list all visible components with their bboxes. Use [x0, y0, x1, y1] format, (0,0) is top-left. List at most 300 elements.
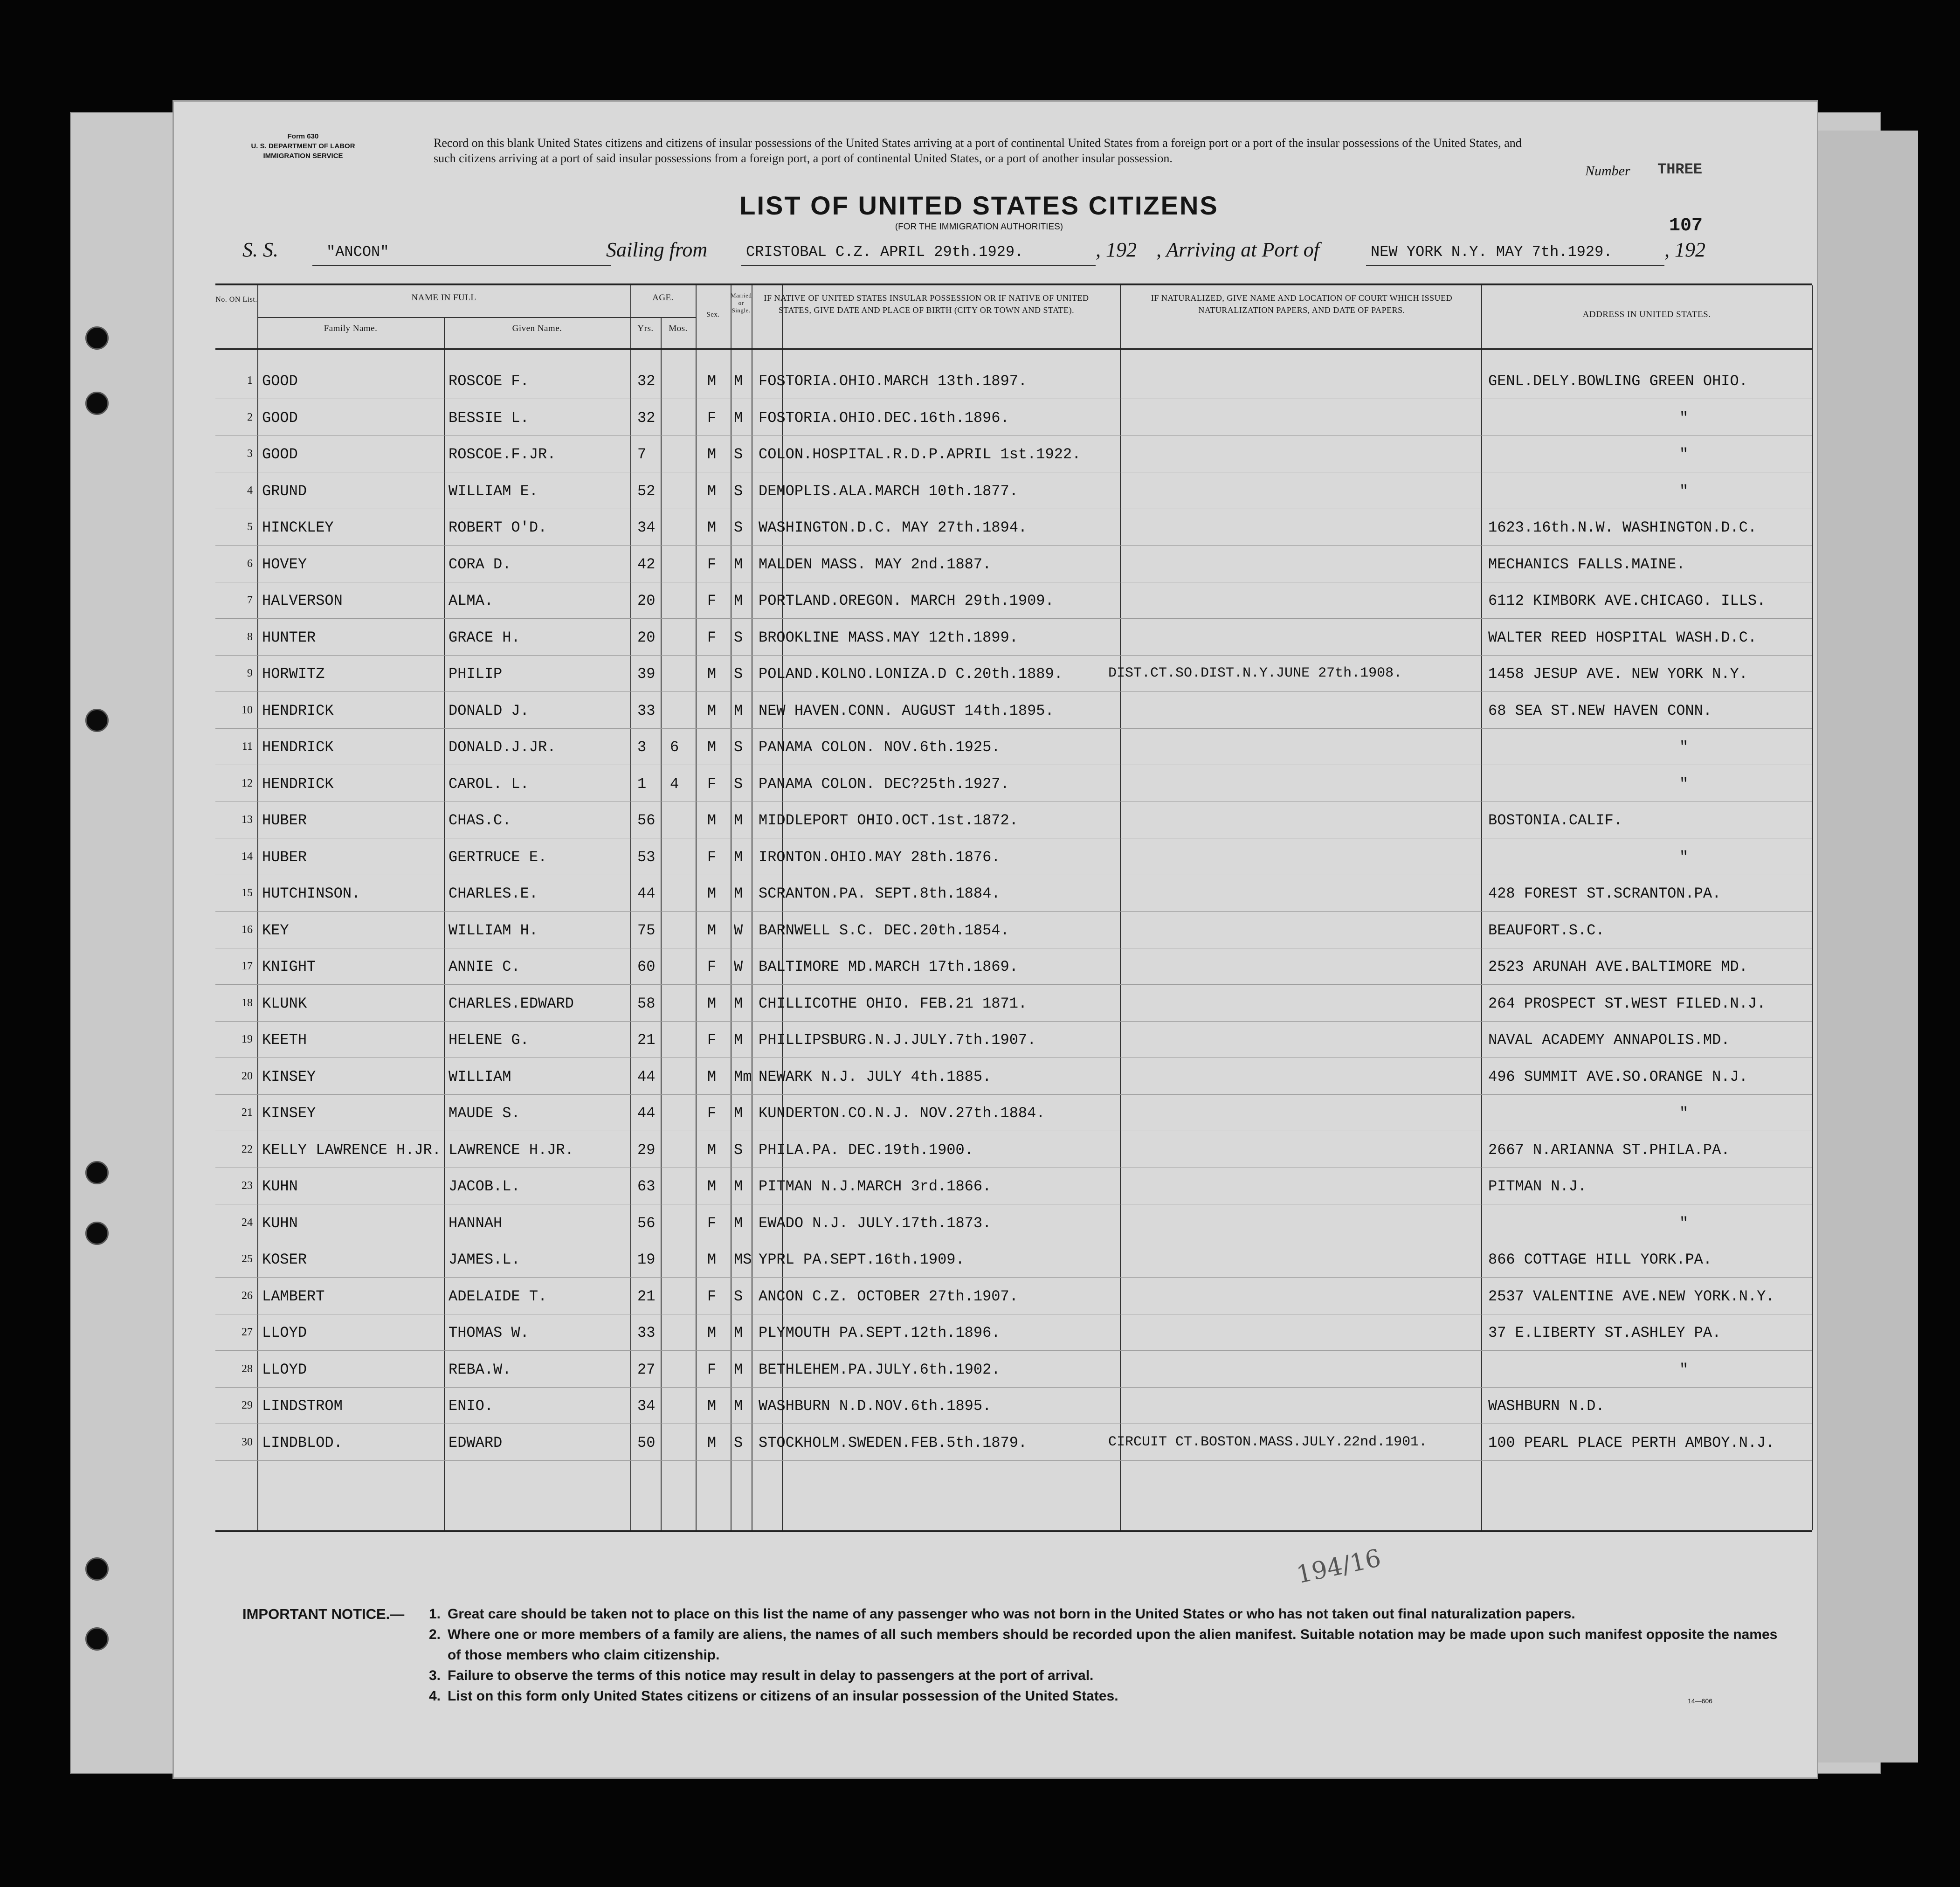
- cell-ms: S: [734, 519, 743, 536]
- cell-given: JACOB.L.: [449, 1178, 520, 1195]
- cell-given: EDWARD: [449, 1434, 503, 1452]
- cell-birth: BALTIMORE MD.MARCH 17th.1869.: [759, 958, 1018, 975]
- cell-mos: 4: [670, 775, 679, 793]
- cell-given: CAROL. L.: [449, 775, 529, 793]
- cell-given: REBA.W.: [449, 1361, 511, 1378]
- cell-birth: IRONTON.OHIO.MAY 28th.1876.: [759, 848, 1001, 866]
- cell-birth: WASHINGTON.D.C. MAY 27th.1894.: [759, 519, 1028, 536]
- cell-family: KUHN: [262, 1214, 298, 1232]
- table-row: [215, 1021, 1812, 1058]
- cell-addr: 866 COTTAGE HILL YORK.PA.: [1488, 1251, 1712, 1268]
- ss-label: S. S.: [242, 238, 278, 261]
- binder-hole: [85, 1222, 109, 1245]
- cell-no: 15: [242, 887, 253, 899]
- page-number: 107: [1669, 215, 1703, 236]
- notice-item: [429, 1604, 1781, 1624]
- cell-yrs: 29: [637, 1141, 656, 1159]
- cell-birth: PHILA.PA. DEC.19th.1900.: [759, 1141, 973, 1159]
- cell-addr: 2523 ARUNAH AVE.BALTIMORE MD.: [1488, 958, 1748, 975]
- cell-family: KEY: [262, 921, 289, 939]
- cell-yrs: 20: [637, 629, 656, 646]
- table-row: [215, 985, 1812, 1022]
- cell-sex: F: [707, 409, 717, 427]
- binder-hole: [85, 1557, 109, 1581]
- cell-sex: M: [707, 1178, 717, 1195]
- cell-yrs: 42: [637, 555, 656, 573]
- cell-birth: BETHLEHEM.PA.JULY.6th.1902.: [759, 1361, 1001, 1378]
- cell-given: WILLIAM H.: [449, 921, 538, 939]
- cell-addr: ": [1679, 1105, 1689, 1122]
- cell-ms: S: [734, 775, 743, 793]
- table-row: [215, 875, 1812, 912]
- cell-birth: YPRL PA.SEPT.16th.1909.: [759, 1251, 965, 1268]
- cell-given: CHARLES.EDWARD: [449, 995, 574, 1012]
- cell-yrs: 60: [637, 958, 656, 975]
- cell-given: HANNAH: [449, 1214, 503, 1232]
- cell-no: 1: [247, 374, 253, 387]
- cell-yrs: 75: [637, 921, 656, 939]
- cell-birth: CHILLICOTHE OHIO. FEB.21 1871.: [759, 995, 1028, 1012]
- cell-ms: M: [734, 1324, 743, 1341]
- cell-addr: WALTER REED HOSPITAL WASH.D.C.: [1488, 629, 1757, 646]
- cell-yrs: 34: [637, 519, 656, 536]
- cell-ms: M: [734, 812, 743, 829]
- cell-addr: BEAUFORT.S.C.: [1488, 921, 1605, 939]
- department: U. S. DEPARTMENT OF LABOR: [251, 142, 355, 150]
- arriving-label: , Arriving at Port of: [1156, 238, 1319, 261]
- cell-ms: M: [734, 1397, 743, 1415]
- cell-yrs: 20: [637, 592, 656, 609]
- cell-sex: F: [707, 1031, 717, 1049]
- cell-family: LINDSTROM: [262, 1397, 343, 1415]
- cell-birth: SCRANTON.PA. SEPT.8th.1884.: [759, 885, 1001, 902]
- cell-sex: F: [707, 555, 717, 573]
- cell-family: GRUND: [262, 482, 307, 500]
- cell-ms: S: [734, 1434, 743, 1452]
- cell-yrs: 33: [637, 1324, 656, 1341]
- cell-sex: M: [707, 921, 717, 939]
- cell-ms: M: [734, 592, 743, 609]
- cell-ms: M: [734, 1214, 743, 1232]
- cell-birth: EWADO N.J. JULY.17th.1873.: [759, 1214, 992, 1232]
- table-row: [215, 546, 1812, 582]
- table-row: [215, 582, 1812, 619]
- service: IMMIGRATION SERVICE: [263, 152, 343, 160]
- cell-yrs: 1: [637, 775, 647, 793]
- table-row: [215, 1131, 1812, 1168]
- cell-yrs: 3: [637, 739, 647, 756]
- cell-sex: M: [707, 702, 717, 719]
- cell-family: HINCKLEY: [262, 519, 334, 536]
- cell-birth: NEWARK N.J. JULY 4th.1885.: [759, 1068, 992, 1085]
- cell-no: 13: [242, 814, 253, 826]
- notice-item-text: Great care should be taken not to place on this list the name of any passenger who was not born in the United States or who has not taken out final naturalization papers.: [448, 1606, 1575, 1622]
- cell-yrs: 21: [637, 1031, 656, 1049]
- cell-birth: PLYMOUTH PA.SEPT.12th.1896.: [759, 1324, 1001, 1341]
- cell-family: HUBER: [262, 848, 307, 866]
- ship-name: "ANCON": [326, 243, 389, 261]
- binder-hole: [85, 1161, 109, 1184]
- year-one: , 192: [1096, 238, 1137, 261]
- cell-family: LAMBERT: [262, 1287, 325, 1305]
- cell-birth: PANAMA COLON. DEC?25th.1927.: [759, 775, 1009, 793]
- cell-no: 11: [242, 740, 253, 753]
- cell-no: 28: [242, 1362, 253, 1375]
- cell-no: 12: [242, 777, 253, 789]
- cell-family: HENDRICK: [262, 702, 334, 719]
- cell-yrs: 56: [637, 1214, 656, 1232]
- cell-sex: F: [707, 1214, 717, 1232]
- cell-yrs: 53: [637, 848, 656, 866]
- handwritten-note: 194/16: [1294, 1544, 1384, 1590]
- cell-ms: S: [734, 482, 743, 500]
- table-row: [215, 472, 1812, 509]
- cell-birth: NEW HAVEN.CONN. AUGUST 14th.1895.: [759, 702, 1054, 719]
- cell-ms: Mm: [734, 1068, 752, 1085]
- header-family-name: Family Name.: [324, 324, 378, 333]
- cell-sex: M: [707, 1141, 717, 1159]
- table-row: [215, 948, 1812, 985]
- notice-item-number: 2.: [429, 1627, 441, 1642]
- cell-sex: M: [707, 995, 717, 1012]
- cell-addr: 428 FOREST ST.SCRANTON.PA.: [1488, 885, 1721, 902]
- cell-sex: M: [707, 665, 717, 683]
- cell-ms: MS: [734, 1251, 752, 1268]
- record-instructions: Record on this blank United States citizens and citizens of insular possessions of the United States arriving at a port of continental United States from a foreign port or a port of the insular possessions of the United States, and such citizens arriving at a port of said insular possessions from a foreign port, a port of continental United States, or a port of another insular possession.: [434, 136, 1522, 165]
- header-birth: IF NATIVE OF UNITED STATES INSULAR POSSESSION OR IF NATIVE OF UNITED STATES, GIVE DATE AND PLACE OF BIRTH (CITY OR TOWN AND STATE).: [764, 293, 1089, 315]
- notice-item: [429, 1666, 1781, 1686]
- cell-family: KINSEY: [262, 1068, 316, 1085]
- cell-birth: MIDDLEPORT OHIO.OCT.1st.1872.: [759, 812, 1018, 829]
- cell-sex: M: [707, 1324, 717, 1341]
- cell-ms: M: [734, 1031, 743, 1049]
- cell-family: KLUNK: [262, 995, 307, 1012]
- cell-ms: M: [734, 885, 743, 902]
- header-address: ADDRESS IN UNITED STATES.: [1582, 310, 1711, 319]
- table-row: [215, 1094, 1812, 1131]
- notice-item-number: 4.: [429, 1688, 441, 1704]
- table-row: [215, 1278, 1812, 1314]
- cell-ms: S: [734, 665, 743, 683]
- cell-sex: M: [707, 739, 717, 756]
- table-row: [215, 1204, 1812, 1241]
- cell-sex: M: [707, 373, 717, 390]
- cell-family: HORWITZ: [262, 665, 325, 683]
- cell-mos: 6: [670, 739, 679, 756]
- cell-addr: ": [1679, 409, 1689, 427]
- cell-nat: CIRCUIT CT.BOSTON.MASS.JULY.22nd.1901.: [1108, 1434, 1428, 1450]
- cell-given: WILLIAM: [449, 1068, 511, 1085]
- cell-no: 27: [242, 1326, 253, 1338]
- header-yrs: Yrs.: [637, 324, 654, 333]
- cell-sex: M: [707, 885, 717, 902]
- cell-no: 25: [242, 1253, 253, 1265]
- cell-birth: COLON.HOSPITAL.R.D.P.APRIL 1st.1922.: [759, 446, 1081, 463]
- table-row: [215, 1168, 1812, 1204]
- cell-birth: BARNWELL S.C. DEC.20th.1854.: [759, 921, 1009, 939]
- cell-family: HENDRICK: [262, 739, 334, 756]
- cell-given: CHARLES.E.: [449, 885, 538, 902]
- cell-ms: W: [734, 921, 743, 939]
- cell-birth: FOSTORIA.OHIO.DEC.16th.1896.: [759, 409, 1009, 427]
- cell-sex: F: [707, 848, 717, 866]
- cell-yrs: 33: [637, 702, 656, 719]
- cell-given: CORA D.: [449, 555, 511, 573]
- cell-no: 14: [242, 850, 253, 863]
- header-mos: Mos.: [669, 324, 688, 333]
- cell-sex: M: [707, 812, 717, 829]
- cell-yrs: 44: [637, 1068, 656, 1085]
- cell-addr: GENL.DELY.BOWLING GREEN OHIO.: [1488, 373, 1748, 390]
- cell-no: 10: [242, 704, 253, 716]
- cell-no: 2: [247, 411, 253, 423]
- cell-ms: M: [734, 995, 743, 1012]
- binder-hole: [85, 326, 109, 350]
- cell-no: 17: [242, 960, 253, 972]
- table-row: [215, 692, 1812, 729]
- cell-addr: 100 PEARL PLACE PERTH AMBOY.N.J.: [1488, 1434, 1775, 1452]
- cell-nat: DIST.CT.SO.DIST.N.Y.JUNE 27th.1908.: [1108, 665, 1402, 681]
- cell-addr: 1458 JESUP AVE. NEW YORK N.Y.: [1488, 665, 1748, 683]
- cell-family: LLOYD: [262, 1361, 307, 1378]
- cell-no: 4: [247, 484, 253, 497]
- number-label: Number: [1585, 163, 1630, 179]
- cell-ms: S: [734, 739, 743, 756]
- header-naturalized: IF NATURALIZED, GIVE NAME AND LOCATION OF COURT WHICH ISSUED NATURALIZATION PAPERS, AND DATE OF PAPERS.: [1151, 293, 1453, 315]
- cell-yrs: 63: [637, 1178, 656, 1195]
- header-sex: Sex.: [706, 311, 720, 318]
- cell-no: 30: [242, 1436, 253, 1448]
- cell-yrs: 44: [637, 1105, 656, 1122]
- cell-no: 19: [242, 1033, 253, 1045]
- cell-sex: F: [707, 1105, 717, 1122]
- cell-birth: POLAND.KOLNO.LONIZA.D C.20th.1889.: [759, 665, 1063, 683]
- cell-given: ADELAIDE T.: [449, 1287, 547, 1305]
- cell-family: HOVEY: [262, 555, 307, 573]
- cell-ms: M: [734, 1361, 743, 1378]
- cell-addr: MECHANICS FALLS.MAINE.: [1488, 555, 1685, 573]
- cell-sex: M: [707, 1397, 717, 1415]
- table-row: [215, 1241, 1812, 1278]
- header-name-in-full: NAME IN FULL: [257, 292, 630, 318]
- table-row: [215, 435, 1812, 472]
- cell-family: HUBER: [262, 812, 307, 829]
- cell-addr: WASHBURN N.D.: [1488, 1397, 1605, 1415]
- cell-family: HALVERSON: [262, 592, 343, 609]
- cell-addr: NAVAL ACADEMY ANNAPOLIS.MD.: [1488, 1031, 1730, 1049]
- cell-addr: 496 SUMMIT AVE.SO.ORANGE N.J.: [1488, 1068, 1748, 1085]
- year-two: , 192: [1664, 238, 1705, 261]
- cell-yrs: 58: [637, 995, 656, 1012]
- cell-ms: M: [734, 702, 743, 719]
- notice-item-text: List on this form only United States citizens or citizens of an insular possession of the United States.: [448, 1688, 1118, 1704]
- cell-given: ROBERT O'D.: [449, 519, 547, 536]
- cell-sex: M: [707, 446, 717, 463]
- cell-family: KUHN: [262, 1178, 298, 1195]
- cell-family: KEETH: [262, 1031, 307, 1049]
- page-title: LIST OF UNITED STATES CITIZENS: [739, 191, 1219, 220]
- cell-yrs: 27: [637, 1361, 656, 1378]
- cell-no: 26: [242, 1289, 253, 1302]
- cell-birth: PITMAN N.J.MARCH 3rd.1866.: [759, 1178, 992, 1195]
- cell-ms: M: [734, 373, 743, 390]
- cell-addr: BOSTONIA.CALIF.: [1488, 812, 1623, 829]
- cell-yrs: 7: [637, 446, 647, 463]
- table-row: [215, 619, 1812, 656]
- cell-yrs: 21: [637, 1287, 656, 1305]
- table-row: [215, 765, 1812, 802]
- cell-no: 16: [242, 923, 253, 936]
- notice-item-text: Where one or more members of a family are aliens, the names of all such members should be recorded upon the alien manifest. Suitable notation may be made upon such manifest opposite the names of those members who claim citizenship.: [448, 1627, 1778, 1663]
- sailing-from: CRISTOBAL C.Z. APRIL 29th.1929.: [746, 243, 1024, 261]
- cell-ms: W: [734, 958, 743, 975]
- cell-given: ROSCOE.F.JR.: [449, 446, 556, 463]
- cell-no: 8: [247, 630, 253, 643]
- cell-sex: M: [707, 1434, 717, 1452]
- cell-yrs: 32: [637, 373, 656, 390]
- cell-given: ENIO.: [449, 1397, 494, 1415]
- cell-birth: BROOKLINE MASS.MAY 12th.1899.: [759, 629, 1018, 646]
- cell-sex: M: [707, 482, 717, 500]
- cell-given: GERTRUCE E.: [449, 848, 547, 866]
- form-code: 14—606: [1688, 1697, 1712, 1705]
- cell-given: BESSIE L.: [449, 409, 529, 427]
- cell-birth: PHILLIPSBURG.N.J.JULY.7th.1907.: [759, 1031, 1036, 1049]
- cell-no: 29: [242, 1399, 253, 1411]
- number-value: THREE: [1657, 161, 1703, 178]
- cell-ms: M: [734, 848, 743, 866]
- notice-item: [429, 1624, 1781, 1666]
- cell-addr: 264 PROSPECT ST.WEST FILED.N.J.: [1488, 995, 1766, 1012]
- table-row: [215, 838, 1812, 875]
- cell-yrs: 34: [637, 1397, 656, 1415]
- cell-birth: PANAMA COLON. NOV.6th.1925.: [759, 739, 1001, 756]
- cell-addr: 37 E.LIBERTY ST.ASHLEY PA.: [1488, 1324, 1721, 1341]
- cell-family: KINSEY: [262, 1105, 316, 1122]
- cell-addr: 2667 N.ARIANNA ST.PHILA.PA.: [1488, 1141, 1730, 1159]
- cell-given: DONALD J.: [449, 702, 529, 719]
- table-row: [215, 509, 1812, 546]
- cell-no: 3: [247, 448, 253, 460]
- cell-sex: M: [707, 519, 717, 536]
- table-row: [215, 728, 1812, 765]
- cell-addr: ": [1679, 739, 1689, 756]
- cell-sex: M: [707, 1068, 717, 1085]
- table-row: [215, 1351, 1812, 1388]
- cell-no: 18: [242, 996, 253, 1009]
- table-row: [215, 399, 1812, 436]
- cell-yrs: 52: [637, 482, 656, 500]
- table-row: [215, 1314, 1812, 1351]
- cell-given: ALMA.: [449, 592, 494, 609]
- cell-birth: STOCKHOLM.SWEDEN.FEB.5th.1879.: [759, 1434, 1028, 1452]
- cell-birth: DEMOPLIS.ALA.MARCH 10th.1877.: [759, 482, 1018, 500]
- cell-addr: ": [1679, 482, 1689, 500]
- cell-no: 9: [247, 667, 253, 679]
- notice-item: [429, 1686, 1781, 1707]
- cell-birth: PORTLAND.OREGON. MARCH 29th.1909.: [759, 592, 1054, 609]
- cell-birth: ANCON C.Z. OCTOBER 27th.1907.: [759, 1287, 1018, 1305]
- cell-yrs: 32: [637, 409, 656, 427]
- cell-no: 21: [242, 1106, 253, 1119]
- cell-no: 5: [247, 521, 253, 533]
- cell-family: HUTCHINSON.: [262, 885, 361, 902]
- arriving-port: NEW YORK N.Y. MAY 7th.1929.: [1371, 243, 1613, 261]
- cell-addr: 2537 VALENTINE AVE.NEW YORK.N.Y.: [1488, 1287, 1775, 1305]
- cell-family: KNIGHT: [262, 958, 316, 975]
- form-number: Form 630: [287, 132, 319, 140]
- cell-given: LAWRENCE H.JR.: [449, 1141, 574, 1159]
- cell-birth: MALDEN MASS. MAY 2nd.1887.: [759, 555, 992, 573]
- header-married-single: Married or Single.: [731, 292, 752, 314]
- cell-given: MAUDE S.: [449, 1105, 520, 1122]
- cell-no: 20: [242, 1070, 253, 1082]
- cell-family: KOSER: [262, 1251, 307, 1268]
- cell-sex: F: [707, 592, 717, 609]
- notice-item-number: 3.: [429, 1668, 441, 1683]
- cell-given: DONALD.J.JR.: [449, 739, 556, 756]
- cell-no: 7: [247, 594, 253, 606]
- cell-birth: WASHBURN N.D.NOV.6th.1895.: [759, 1397, 992, 1415]
- cell-no: 22: [242, 1143, 253, 1155]
- table-row: [215, 1387, 1812, 1424]
- table-row: [215, 912, 1812, 948]
- cell-given: JAMES.L.: [449, 1251, 520, 1268]
- cell-family: HUNTER: [262, 629, 316, 646]
- cell-sex: M: [707, 1251, 717, 1268]
- table-header: [215, 285, 1812, 350]
- cell-given: WILLIAM E.: [449, 482, 538, 500]
- cell-yrs: 39: [637, 665, 656, 683]
- cell-no: 6: [247, 557, 253, 570]
- cell-given: GRACE H.: [449, 629, 520, 646]
- cell-addr: 1623.16th.N.W. WASHINGTON.D.C.: [1488, 519, 1757, 536]
- cell-given: ANNIE C.: [449, 958, 520, 975]
- cell-ms: S: [734, 1141, 743, 1159]
- cell-family: GOOD: [262, 373, 298, 390]
- cell-given: PHILIP: [449, 665, 503, 683]
- cell-ms: M: [734, 1105, 743, 1122]
- notice-item-number: 1.: [429, 1606, 441, 1622]
- cell-ms: M: [734, 555, 743, 573]
- header-age: AGE.: [630, 292, 696, 318]
- cell-addr: ": [1679, 1214, 1689, 1232]
- cell-family: GOOD: [262, 409, 298, 427]
- cell-addr: 6112 KIMBORK AVE.CHICAGO. ILLS.: [1488, 592, 1766, 609]
- form-identifier: [219, 131, 387, 161]
- cell-sex: F: [707, 1287, 717, 1305]
- cell-family: HENDRICK: [262, 775, 334, 793]
- cell-sex: F: [707, 775, 717, 793]
- notice-item-text: Failure to observe the terms of this notice may result in delay to passengers at the port of arrival.: [448, 1668, 1094, 1683]
- cell-addr: ": [1679, 775, 1689, 793]
- cell-ms: M: [734, 1178, 743, 1195]
- table-row: [215, 802, 1812, 838]
- binder-hole: [85, 392, 109, 415]
- cell-yrs: 44: [637, 885, 656, 902]
- cell-ms: S: [734, 446, 743, 463]
- voyage-line: [242, 238, 1734, 270]
- binder-hole: [85, 709, 109, 732]
- cell-addr: ": [1679, 446, 1689, 463]
- cell-family: KELLY LAWRENCE H.JR.: [262, 1141, 442, 1159]
- notice-heading: IMPORTANT NOTICE.—: [242, 1606, 405, 1622]
- cell-addr: PITMAN N.J.: [1488, 1178, 1587, 1195]
- table-row: [215, 655, 1812, 692]
- table-row: [215, 1424, 1812, 1461]
- table-row: [215, 362, 1812, 399]
- cell-family: LLOYD: [262, 1324, 307, 1341]
